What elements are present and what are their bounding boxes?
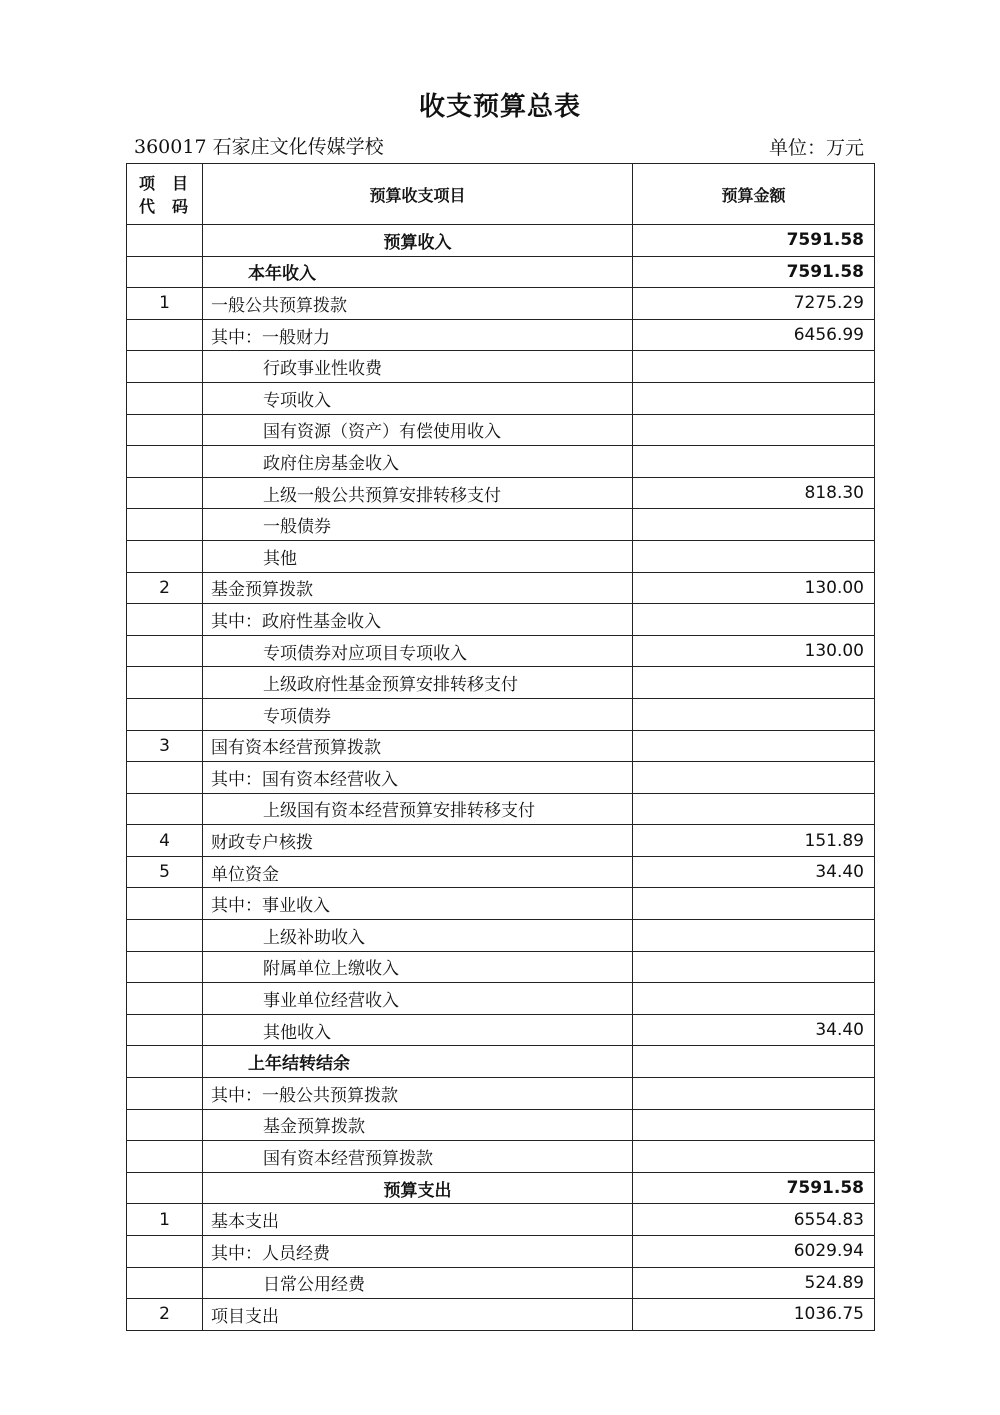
row-item: 财政专户核拨 (203, 825, 633, 857)
row-code (127, 509, 203, 541)
row-item: 预算收入 (203, 225, 633, 257)
row-code: 2 (127, 1299, 203, 1331)
row-amount (633, 951, 875, 983)
row-item: 其中：人员经费 (203, 1236, 633, 1268)
row-amount (633, 1141, 875, 1173)
row-item: 附属单位上缴收入 (203, 951, 633, 983)
row-code (127, 382, 203, 414)
page-title: 收支预算总表 (418, 92, 581, 122)
row-code: 1 (127, 1204, 203, 1236)
table-row (127, 604, 875, 636)
row-code (127, 1267, 203, 1299)
table-row (127, 920, 875, 952)
code-header (127, 164, 203, 225)
row-item: 其中：政府性基金收入 (203, 604, 633, 636)
row-amount (633, 983, 875, 1015)
row-code (127, 1109, 203, 1141)
row-item: 专项债券对应项目专项收入 (203, 635, 633, 667)
row-amount: 151.89 (633, 825, 875, 857)
table-row (127, 477, 875, 509)
table-row (127, 1204, 875, 1236)
table-row (127, 1014, 875, 1046)
table-row (127, 698, 875, 730)
row-item: 国有资源（资产）有偿使用收入 (203, 414, 633, 446)
row-amount: 524.89 (633, 1267, 875, 1299)
table-row (127, 1078, 875, 1110)
row-code: 2 (127, 572, 203, 604)
table-row (127, 1299, 875, 1331)
row-amount: 34.40 (633, 856, 875, 888)
table-row (127, 1109, 875, 1141)
row-amount: 130.00 (633, 572, 875, 604)
table-row (127, 288, 875, 320)
table-row (127, 1141, 875, 1173)
table-row (127, 1046, 875, 1078)
row-item: 项目支出 (203, 1299, 633, 1331)
table-row (127, 509, 875, 541)
row-code (127, 920, 203, 952)
row-item: 基金预算拨款 (203, 572, 633, 604)
table-row (127, 951, 875, 983)
row-code: 5 (127, 856, 203, 888)
row-item: 预算支出 (203, 1172, 633, 1204)
row-item: 行政事业性收费 (203, 351, 633, 383)
row-code (127, 414, 203, 446)
row-item: 其中：一般财力 (203, 319, 633, 351)
row-code (127, 667, 203, 699)
row-code (127, 983, 203, 1015)
table-header-row (127, 164, 875, 225)
row-code (127, 477, 203, 509)
row-amount: 7591.58 (633, 1172, 875, 1204)
row-amount: 7591.58 (633, 256, 875, 288)
table-row (127, 351, 875, 383)
row-code (127, 698, 203, 730)
organization-name: 360017 石家庄文化传媒学校 (134, 136, 384, 158)
row-code: 4 (127, 825, 203, 857)
row-amount (633, 351, 875, 383)
row-amount (633, 667, 875, 699)
row-amount (633, 920, 875, 952)
table-row (127, 635, 875, 667)
row-amount (633, 382, 875, 414)
row-amount (633, 509, 875, 541)
row-code (127, 540, 203, 572)
row-amount: 34.40 (633, 1014, 875, 1046)
row-amount (633, 730, 875, 762)
table-row (127, 572, 875, 604)
table-row (127, 540, 875, 572)
row-code (127, 319, 203, 351)
table-row (127, 762, 875, 794)
table-row (127, 1236, 875, 1268)
item-header: 预算收支项目 (203, 164, 633, 225)
table-row (127, 856, 875, 888)
row-amount (633, 540, 875, 572)
row-code: 1 (127, 288, 203, 320)
row-item: 其中：事业收入 (203, 888, 633, 920)
row-code: 3 (127, 730, 203, 762)
amount-header: 预算金额 (633, 164, 875, 225)
table-row (127, 319, 875, 351)
row-code (127, 351, 203, 383)
row-code (127, 1014, 203, 1046)
table-row (127, 730, 875, 762)
row-amount (633, 446, 875, 478)
row-amount (633, 762, 875, 794)
row-amount: 6554.83 (633, 1204, 875, 1236)
row-amount (633, 888, 875, 920)
row-code (127, 604, 203, 636)
row-amount: 7591.58 (633, 225, 875, 257)
row-code (127, 762, 203, 794)
code-header-line1: 项 目 (139, 174, 190, 193)
row-amount (633, 414, 875, 446)
row-item: 基本支出 (203, 1204, 633, 1236)
row-item: 其他 (203, 540, 633, 572)
row-code (127, 1046, 203, 1078)
row-item: 日常公用经费 (203, 1267, 633, 1299)
budget-table (126, 163, 875, 1331)
row-code (127, 1172, 203, 1204)
row-amount (633, 793, 875, 825)
row-item: 上级国有资本经营预算安排转移支付 (203, 793, 633, 825)
row-item: 本年收入 (203, 256, 633, 288)
row-item: 上年结转结余 (203, 1046, 633, 1078)
row-code (127, 225, 203, 257)
row-amount: 6029.94 (633, 1236, 875, 1268)
row-amount (633, 698, 875, 730)
table-row (127, 446, 875, 478)
row-code (127, 1236, 203, 1268)
row-code (127, 1078, 203, 1110)
row-amount: 7275.29 (633, 288, 875, 320)
table-row (127, 1172, 875, 1204)
row-item: 其中：一般公共预算拨款 (203, 1078, 633, 1110)
row-item: 一般公共预算拨款 (203, 288, 633, 320)
table-row (127, 1267, 875, 1299)
table-row (127, 382, 875, 414)
row-item: 上级补助收入 (203, 920, 633, 952)
row-item: 事业单位经营收入 (203, 983, 633, 1015)
table-row (127, 888, 875, 920)
code-header-line2: 代 码 (139, 197, 190, 216)
row-item: 专项债券 (203, 698, 633, 730)
row-item: 单位资金 (203, 856, 633, 888)
row-amount (633, 1078, 875, 1110)
row-code (127, 951, 203, 983)
row-amount (633, 1109, 875, 1141)
table-row (127, 414, 875, 446)
row-item: 基金预算拨款 (203, 1109, 633, 1141)
table-row (127, 256, 875, 288)
row-item: 国有资本经营预算拨款 (203, 1141, 633, 1173)
row-item: 其中：国有资本经营收入 (203, 762, 633, 794)
table-row (127, 793, 875, 825)
row-code (127, 1141, 203, 1173)
row-item: 政府住房基金收入 (203, 446, 633, 478)
table-row (127, 225, 875, 257)
table-row (127, 983, 875, 1015)
row-item: 一般债券 (203, 509, 633, 541)
row-amount (633, 604, 875, 636)
row-amount: 1036.75 (633, 1299, 875, 1331)
row-item: 其他收入 (203, 1014, 633, 1046)
row-item: 上级一般公共预算安排转移支付 (203, 477, 633, 509)
row-code (127, 446, 203, 478)
unit-label: 单位：万元 (768, 137, 864, 159)
table-row (127, 825, 875, 857)
row-code (127, 888, 203, 920)
row-code (127, 256, 203, 288)
table-row (127, 667, 875, 699)
row-amount: 6456.99 (633, 319, 875, 351)
row-amount (633, 1046, 875, 1078)
row-item: 专项收入 (203, 382, 633, 414)
row-amount: 818.30 (633, 477, 875, 509)
row-item: 国有资本经营预算拨款 (203, 730, 633, 762)
row-code (127, 793, 203, 825)
row-amount: 130.00 (633, 635, 875, 667)
row-code (127, 635, 203, 667)
row-item: 上级政府性基金预算安排转移支付 (203, 667, 633, 699)
